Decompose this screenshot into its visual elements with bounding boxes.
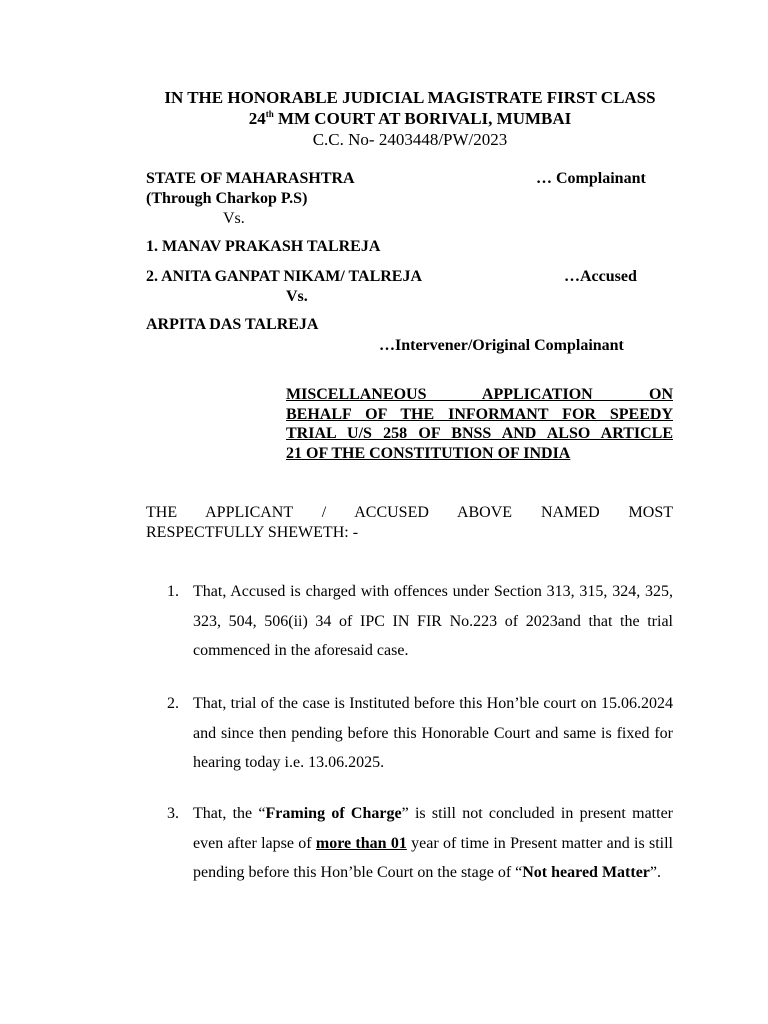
paragraph-2: That, trial of the case is Instituted before this Hon’ble court on 15.06.2024 and since then pending before this Honorable Court and same is fixed for hearing today i.e. 13.06.2025. — [193, 695, 673, 771]
intervener-name: ARPITA DAS TALREJA — [146, 316, 319, 333]
paragraph-number: 1. — [167, 583, 179, 600]
accused-2-name: 2. ANITA GANPAT NIKAM/ TALREJA — [146, 268, 423, 285]
versus-label: Vs. — [223, 210, 245, 227]
accused-1-name: 1. MANAV PRAKASH TALREJA — [146, 238, 381, 255]
court-heading — [0, 88, 768, 151]
intro-line1: THE APPLICANT / ACCUSED ABOVE NAMED MOST — [146, 504, 673, 521]
complainant-name: STATE OF MAHARASHTRA — [146, 170, 355, 187]
case-number: C.C. No- 2403448/PW/2023 — [312, 130, 508, 149]
intervener-role: …Intervener/Original Complainant — [379, 337, 624, 354]
court-heading-line1: IN THE HONORABLE JUDICIAL MAGISTRATE FIRST CLASS — [164, 88, 656, 107]
accused-role: …Accused — [564, 268, 637, 285]
subject-line4: 21 OF THE CONSTITUTION OF INDIA — [286, 444, 571, 462]
application-subject — [286, 385, 673, 463]
subject-line3: TRIAL U/S 258 OF BNSS AND ALSO ARTICLE — [286, 425, 673, 442]
paragraph-number: 3. — [167, 805, 179, 822]
complainant-role: … Complainant — [536, 170, 646, 187]
court-heading-line2: 24th MM COURT AT BORIVALI, MUMBAI — [248, 109, 572, 128]
paragraph-number: 2. — [167, 695, 179, 712]
paragraph-3: That, the “Framing of Charge” is still not concluded in present matter even after lapse of more than 01 year of time in Present matter and is still pending before this Hon’ble Court on the stage of “Not heared Matter”. — [193, 805, 673, 881]
intro-line2: RESPECTFULLY SHEWETH: - — [146, 523, 359, 541]
subject-line1: MISCELLANEOUS APPLICATION ON — [286, 386, 673, 403]
intro-statement — [146, 503, 673, 542]
paragraph-1: That, Accused is charged with offences under Section 313, 315, 324, 325, 323, 504, 506(ii) 34 of IPC IN FIR No.223 of 2023and that the trial commenced in the aforesaid case. — [193, 583, 673, 659]
through-police-station: (Through Charkop P.S) — [146, 190, 308, 207]
subject-line2: BEHALF OF THE INFORMANT FOR SPEEDY — [286, 405, 673, 423]
versus-label-2: Vs. — [286, 288, 308, 305]
